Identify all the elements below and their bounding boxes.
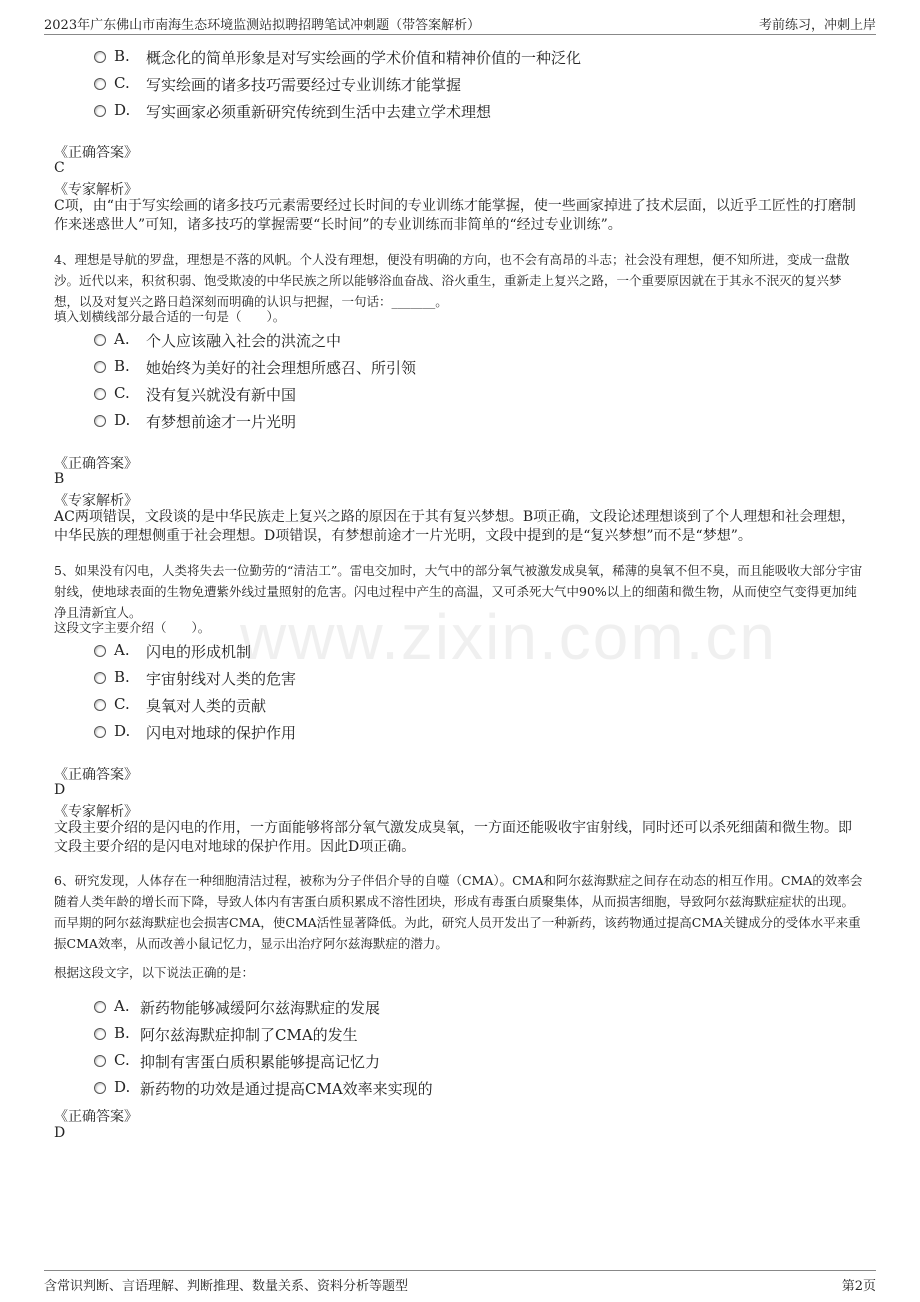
q4-prompt: 填入划横线部分最合适的一句是（ ）。 — [54, 309, 286, 324]
option-letter: C. — [114, 695, 130, 713]
document-title: 2023年广东佛山市南海生态环境监测站拟聘招聘笔试冲刺题（带答案解析） — [44, 18, 481, 33]
option-text: 抑制有害蛋白质积累能够提高记忆力 — [140, 1053, 381, 1071]
radio-button-icon[interactable] — [94, 415, 106, 427]
option-text: 宇宙射线对人类的危害 — [146, 670, 297, 688]
option-letter: B. — [114, 357, 130, 375]
q4-answer-label: 《正确答案》 — [54, 456, 138, 472]
option-letter: D. — [114, 722, 131, 740]
option-text: 新药物能够减缓阿尔兹海默症的发展 — [140, 999, 381, 1017]
option-letter: C. — [114, 1051, 130, 1069]
radio-button-icon[interactable] — [94, 78, 106, 90]
q6-stem: 6、研究发现，人体存在一种细胞清洁过程，被称为分子伴侣介导的自噬（CMA）。CMA和阿尔兹海默症之间存在动态的相互作用。CMA的效率会随着人类年龄的增长而下降，导致人体内有害蛋白质积累成不溶性团块，形成有毒蛋白质聚集体，从而损害细胞，导致阿尔兹海默症症状的出现。而早期的阿尔兹海默症也会损害CMA，使CMA活性显著降低。为此，研究人员开发出了一种新药，该药物通过提高CMA关键成分的受体水平来重振CMA效率，从而改善小鼠记忆力，显示出治疗阿尔兹海默症的潜力。 — [54, 873, 863, 951]
option-text: 概念化的简单形象是对写实绘画的学术价值和精神价值的一种泛化 — [146, 49, 582, 67]
option-letter: A. — [114, 641, 130, 659]
option-text: 没有复兴就没有新中国 — [146, 386, 297, 404]
q3-analysis: C项，由“由于写实绘画的诸多技巧元素需要经过长时间的专业训练才能掌握，使一些画家掉进了技术层面，以近乎工匠性的打磨制作来迷惑世人”可知，诸多技巧的掌握需要“长时间”的专业训练而非简单的“经过专业训练”。 — [54, 198, 856, 233]
radio-button-icon[interactable] — [94, 334, 106, 346]
q4-answer: B — [54, 471, 65, 487]
header-slogan: 考前练习，冲刺上岸 — [758, 18, 876, 33]
option-text: 她始终为美好的社会理想所感召、所引领 — [146, 359, 417, 377]
radio-button-icon[interactable] — [94, 645, 106, 657]
radio-button-icon[interactable] — [94, 672, 106, 684]
page-number: 第2页 — [841, 1279, 876, 1294]
option-text: 闪电的形成机制 — [146, 643, 252, 661]
radio-button-icon[interactable] — [94, 1028, 106, 1040]
radio-button-icon[interactable] — [94, 388, 106, 400]
q6-answer-label: 《正确答案》 — [54, 1109, 138, 1125]
q6-answer: D — [54, 1125, 66, 1141]
radio-button-icon[interactable] — [94, 1001, 106, 1013]
footer-topics: 含常识判断、言语理解、判断推理、数量关系、资料分析等题型 — [44, 1279, 409, 1294]
option-letter: C. — [114, 384, 130, 402]
radio-button-icon[interactable] — [94, 1082, 106, 1094]
radio-button-icon[interactable] — [94, 105, 106, 117]
option-letter: A. — [114, 997, 130, 1015]
option-letter: D. — [114, 411, 131, 429]
q6-prompt: 根据这段文字，以下说法正确的是： — [54, 965, 255, 980]
q5-answer-label: 《正确答案》 — [54, 767, 138, 783]
radio-button-icon[interactable] — [94, 361, 106, 373]
watermark-text: www.zixin.com.cn — [240, 601, 777, 673]
q3-analysis-label: 《专家解析》 — [54, 182, 138, 198]
option-letter: D. — [114, 101, 131, 119]
q4-stem: 4、理想是导航的罗盘，理想是不落的风帆。个人没有理想，便没有明确的方向，也不会有高昂的斗志；社会没有理想，便不知所进，变成一盘散沙。近代以来，积贫积弱、饱受欺凌的中华民族之所以能够浴血奋战、浴火重生，重新走上复兴之路，一个重要原因就在于其永不泯灭的复兴梦想，以及对复兴之路日趋深刻而明确的认识与把握，一句话：_______。 — [54, 252, 850, 309]
option-letter: C. — [114, 74, 130, 92]
page-footer — [44, 1270, 876, 1293]
q5-analysis-label: 《专家解析》 — [54, 804, 138, 820]
option-letter: B. — [114, 668, 130, 686]
option-text: 有梦想前途才一片光明 — [146, 413, 297, 431]
option-letter: B. — [114, 1024, 130, 1042]
radio-button-icon[interactable] — [94, 726, 106, 738]
q4-analysis-label: 《专家解析》 — [54, 493, 138, 509]
option-text: 新药物的功效是通过提高CMA效率来实现的 — [140, 1080, 433, 1098]
radio-button-icon[interactable] — [94, 699, 106, 711]
option-text: 写实画家必须重新研究传统到生活中去建立学术理想 — [146, 103, 492, 121]
option-text: 闪电对地球的保护作用 — [146, 724, 297, 742]
option-text: 个人应该融入社会的洪流之中 — [146, 332, 342, 350]
option-text: 写实绘画的诸多技巧需要经过专业训练才能掌握 — [146, 76, 462, 94]
option-letter: D. — [114, 1078, 131, 1096]
page-header — [44, 10, 876, 35]
radio-button-icon[interactable] — [94, 51, 106, 63]
radio-button-icon[interactable] — [94, 1055, 106, 1067]
q5-answer: D — [54, 782, 66, 798]
option-text: 臭氧对人类的贡献 — [146, 697, 267, 715]
q5-stem: 5、如果没有闪电，人类将失去一位勤劳的“清洁工”。雷电交加时，大气中的部分氧气被激发成臭氧，稀薄的臭氧不但不臭，而且能吸收大部分宇宙射线，使地球表面的生物免遭紫外线过量照射的危害。闪电过程中产生的高温，又可杀死大气中90%以上的细菌和微生物，从而使空气变得更加纯净且清新宜人。 — [54, 563, 863, 620]
option-text: 阿尔兹海默症抑制了CMA的发生 — [140, 1026, 358, 1044]
option-letter: A. — [114, 330, 130, 348]
q3-answer: C — [54, 160, 65, 176]
q3-answer-label: 《正确答案》 — [54, 145, 138, 161]
option-letter: B. — [114, 47, 130, 65]
q5-analysis: 文段主要介绍的是闪电的作用，一方面能够将部分氧气激发成臭氧，一方面还能吸收宇宙射线，同时还可以杀死细菌和微生物。即文段主要介绍的是闪电对地球的保护作用。因此D项正确。 — [54, 820, 852, 855]
q4-analysis: AC两项错误，文段谈的是中华民族走上复兴之路的原因在于其有复兴梦想。B项正确，文段论述理想谈到了个人理想和社会理想，中华民族的理想侧重于社会理想。D项错误，有梦想前途才一片光明，文段中提到的是“复兴梦想”而不是“梦想”。 — [54, 509, 856, 544]
q5-prompt: 这段文字主要介绍（ ）。 — [54, 620, 211, 635]
